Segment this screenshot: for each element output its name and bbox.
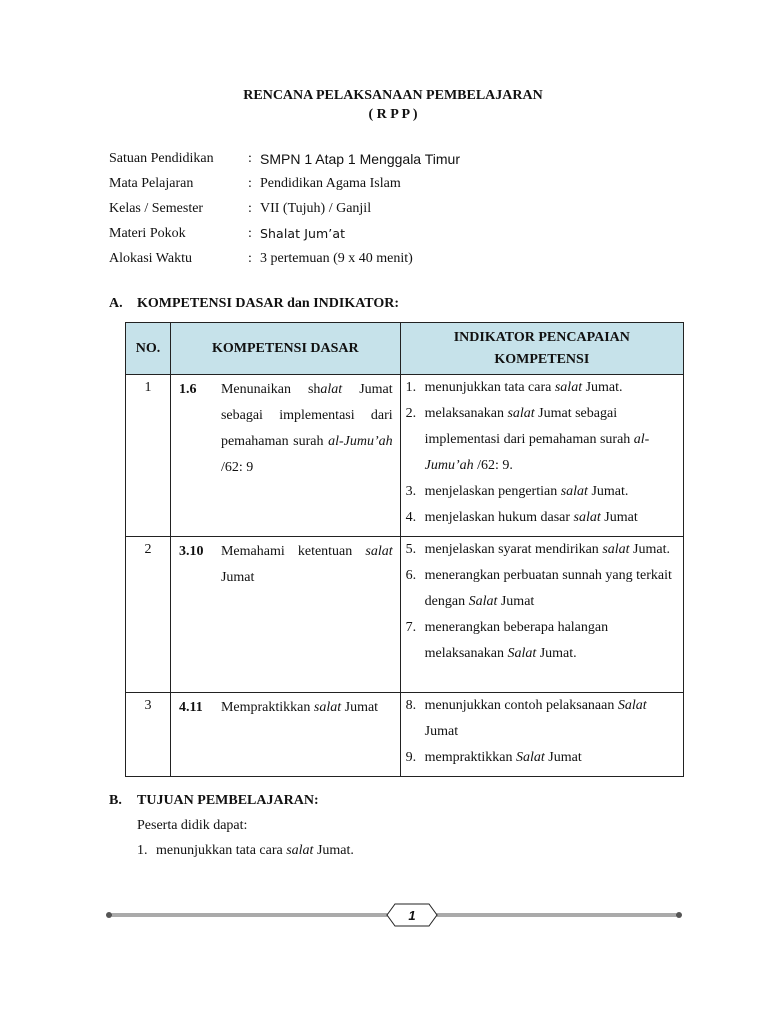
- info-value: SMPN 1 Atap 1 Menggala Timur: [260, 150, 460, 167]
- footer-right-dot: [676, 912, 682, 918]
- tujuan-intro: Peserta didik dapat:: [137, 818, 248, 833]
- text-run: menunjukkan tata cara: [424, 380, 555, 395]
- info-row-satuan: [109, 146, 460, 171]
- text-run: Jumat: [600, 510, 638, 525]
- text-run: Jumat.: [582, 380, 623, 395]
- text-run: Jumat: [341, 700, 379, 715]
- kd-cell: [170, 693, 400, 777]
- indicator-cell: [400, 375, 683, 537]
- info-value: Pendidikan Agama Islam: [260, 175, 401, 191]
- page-number: 1: [408, 908, 416, 923]
- text-run: Jumat: [424, 724, 459, 739]
- page-footer: [104, 900, 684, 930]
- info-colon: :: [248, 175, 252, 191]
- text-run: Jumat.: [313, 843, 354, 858]
- info-colon: :: [248, 250, 252, 266]
- indicator-cell: [400, 693, 683, 777]
- info-value: Shalat Jum’at: [260, 226, 346, 241]
- italic-term: Salat: [617, 698, 647, 713]
- indicator-item: [406, 401, 675, 479]
- info-label: Alokasi Waktu: [109, 250, 192, 266]
- row-number: 2: [126, 537, 171, 693]
- info-colon: :: [248, 200, 252, 216]
- italic-term: salat: [365, 544, 393, 559]
- indicator-cell: [400, 537, 683, 693]
- indicator-item: [406, 563, 675, 615]
- indicator-item: [406, 745, 675, 771]
- indicator-item: [406, 479, 675, 505]
- text-run: Jumat: [544, 750, 582, 765]
- text-run: menerangkan perbuatan sunnah yang terkait dengan: [424, 568, 672, 609]
- kd-description: [221, 377, 393, 481]
- section-letter: A.: [109, 296, 123, 311]
- text-run: /62: 9.: [473, 458, 513, 473]
- info-row-mapel: [109, 171, 460, 196]
- italic-term: al-Jumu’ah: [328, 434, 393, 449]
- indicator-text: [425, 375, 675, 401]
- italic-term: salat: [560, 484, 588, 499]
- text-run: Jumat.: [587, 484, 629, 499]
- indicator-text: [425, 505, 675, 531]
- indicator-item: [406, 537, 675, 563]
- info-colon: :: [248, 150, 252, 166]
- info-label: Kelas / Semester: [109, 200, 204, 216]
- italic-term: salat: [507, 406, 535, 421]
- indicator-number: 5.: [405, 542, 417, 557]
- table-row: [126, 537, 684, 693]
- identity-block: [109, 146, 460, 271]
- indicator-text: [425, 745, 675, 771]
- section-letter: B.: [109, 793, 122, 808]
- italic-term: alat: [320, 382, 343, 397]
- table-row: [126, 375, 684, 537]
- document-title: [0, 86, 768, 124]
- italic-term: salat: [554, 380, 583, 395]
- text-run: /62: 9: [220, 460, 254, 475]
- section-title: KOMPETENSI DASAR dan INDIKATOR:: [137, 296, 400, 311]
- italic-term: salat: [602, 542, 630, 557]
- info-row-kelas: [109, 196, 460, 221]
- indicator-number: 3.: [405, 484, 417, 499]
- tujuan-item: [137, 843, 354, 859]
- text-run: menjelaskan pengertian: [424, 484, 561, 499]
- indicator-number: 9.: [405, 750, 417, 765]
- row-number: 1: [126, 375, 171, 537]
- header-kd: KOMPETENSI DASAR: [170, 323, 400, 375]
- text-run: menunjukkan tata cara: [156, 843, 287, 858]
- indicator-number: 2.: [405, 406, 417, 421]
- info-value: 3 pertemuan (9 x 40 menit): [260, 250, 413, 266]
- info-label: Satuan Pendidikan: [109, 150, 214, 166]
- kd-cell: [170, 537, 400, 693]
- indicator-item: [406, 615, 675, 667]
- info-label: Materi Pokok: [109, 225, 186, 241]
- indicator-item: [406, 693, 675, 745]
- indicator-item: [406, 375, 675, 401]
- indicator-number: 1.: [405, 380, 417, 395]
- text-run: Jumat: [497, 594, 535, 609]
- italic-term: Salat: [516, 750, 545, 765]
- text-run: melaksanakan: [424, 406, 508, 421]
- section-a-heading: [109, 296, 399, 312]
- italic-term: salat: [573, 510, 601, 525]
- tujuan-text: [156, 843, 354, 859]
- indicator-text: [425, 615, 675, 667]
- indicator-item: [406, 505, 675, 531]
- indicator-text: [425, 479, 675, 505]
- kd-code: 4.11: [178, 700, 203, 715]
- text-run: mempraktikkan: [424, 750, 517, 765]
- indicator-number: 4.: [405, 510, 417, 525]
- indicator-number: 7.: [405, 620, 417, 635]
- info-row-materi: [109, 221, 460, 246]
- title-line: RENCANA PELAKSANAAN PEMBELAJARAN: [243, 88, 543, 103]
- section-b-heading: [109, 793, 319, 809]
- indicator-number: 8.: [405, 698, 417, 713]
- table-row: [126, 693, 684, 777]
- text-run: Jumat.: [629, 542, 670, 557]
- section-title: TUJUAN PEMBELAJARAN:: [137, 793, 319, 808]
- info-colon: :: [248, 225, 252, 241]
- tujuan-number: 1.: [137, 843, 148, 858]
- info-value: VII (Tujuh) / Ganjil: [260, 200, 372, 216]
- text-run: Jumat sebagai implementasi dari pemahaman surah: [424, 406, 634, 447]
- table-body: [126, 375, 684, 777]
- italic-term: salat: [313, 700, 342, 715]
- competency-table: [125, 322, 684, 777]
- kd-cell: [170, 375, 400, 537]
- kd-description: [221, 695, 393, 721]
- kd-description: [221, 539, 393, 591]
- indicator-text: [425, 693, 675, 745]
- header-indicator: INDIKATOR PENCAPAIAN KOMPETENSI: [400, 323, 683, 375]
- text-run: Jumat.: [536, 646, 577, 661]
- row-number: 3: [126, 693, 171, 777]
- italic-term: salat: [286, 843, 314, 858]
- text-run: Jumat: [220, 570, 255, 585]
- kd-code: 3.10: [178, 544, 204, 559]
- indicator-text: [425, 401, 675, 479]
- text-run: menjelaskan syarat mendirikan: [424, 542, 603, 557]
- italic-term: Salat: [468, 594, 498, 609]
- text-run: Mempraktikkan: [220, 700, 314, 715]
- footer-left-dot: [106, 912, 112, 918]
- text-run: menerangkan beberapa halangan melaksanakan: [424, 620, 609, 661]
- indicator-number: 6.: [405, 568, 417, 583]
- indicator-text: [425, 537, 675, 563]
- subtitle-line: ( R P P ): [368, 107, 418, 122]
- italic-term: Salat: [507, 646, 537, 661]
- text-run: Jumat sebagai implementasi dari pemahaman surah: [220, 382, 393, 449]
- table-header-row: [126, 323, 684, 375]
- text-run: Memahami ketentuan: [220, 544, 366, 559]
- text-run: menunjukkan contoh pelaksanaan: [424, 698, 618, 713]
- info-label: Mata Pelajaran: [109, 175, 194, 191]
- kd-code: 1.6: [178, 382, 197, 397]
- text-run: Menunaikan sh: [220, 382, 321, 397]
- text-run: menjelaskan hukum dasar: [424, 510, 574, 525]
- italic-term: al-Jumu’ah: [424, 432, 650, 473]
- header-no: NO.: [126, 323, 171, 375]
- info-row-alokasi: [109, 246, 460, 271]
- indicator-text: [425, 563, 675, 615]
